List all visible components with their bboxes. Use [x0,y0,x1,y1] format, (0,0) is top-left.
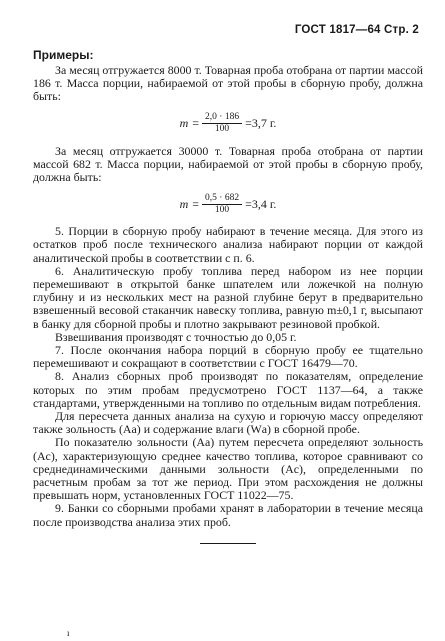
examples-title: Примеры: [33,48,94,62]
formula-1-numerator: 2,0 · 186 [202,112,242,124]
formula-1-denominator: 100 [214,124,230,135]
formula-2-denominator: 100 [214,204,230,215]
formula-2-fraction [202,193,242,216]
formula-1-result: =3,7 г. [245,116,277,131]
example-1-text: За месяц отгружается 8000 т. Товарная проба отобрана от партии массой 186 т. Масса порции, набираемой от этой пробы в сборную пробу, должна быть: [33,63,423,104]
formula-2-eq: = [192,196,200,211]
paragraph-6-weighing: Взвешивания производят с точностью до 0,05 г. [55,329,297,344]
paragraph-7: 7. После окончания набора порций в сборную пробу ее тщательно перемешивают и сокращают в соответствии с ГОСТ 16479—70. [33,343,423,371]
paragraph-8-ash: По показателю зольности (Aа) путем пересчета определяют зольность (Aс), характеризующую среднее качество топлива, которое сравнивают со среднединамическими данными зольности (Aс), определенными по расчетным пробам за тот же период. При этом расхождения не должны превышать норм, установленных ГОСТ 11022—75. [33,435,423,503]
formula-2-numerator: 0,5 · 682 [202,193,242,205]
formula-2 [33,189,423,219]
example-2-text: За месяц отгружается 30000 т. Товарная проба отобрана от партии массой 682 т. Масса порции, набираемой от этой пробы в сборную пробу, должна быть: [33,143,423,185]
paragraph-5: 5. Порции в сборную пробу набирают в течение месяца. Для этого из остатков проб после технического анализа набирают порции от каждой аналитической пробы в соответствии с п. 6. [33,224,423,265]
page-header: ГОСТ 1817—64 Стр. 2 [294,24,419,36]
formula-1-fraction [202,112,242,135]
formula-2-lhs: m [179,196,189,211]
paragraph-8: 8. Анализ сборных проб производят по показателям, определение которых по этим пробам предусмотрено ГОСТ 1137—64, а также стандартами, утвержденными на топливо по отдельным видам потребления. [33,369,423,410]
formula-1 [33,109,423,139]
formula-2-result: =3,4 г. [245,196,277,211]
footer-mark: ı [67,628,70,638]
paragraph-8-recalc: Для пересчета данных анализа на сухую и горючую массу определяют также зольность (Aа) и содержание влаги (Wа) в сборной пробе. [33,409,423,437]
formula-1-lhs: m [179,116,189,131]
closing-rule [200,543,256,544]
paragraph-9: 9. Банки со сборными пробами хранят в лаборатории в течение месяца после производства анализа этих проб. [33,501,423,529]
document-page [33,24,423,544]
formula-1-eq: = [192,116,200,131]
paragraph-6: 6. Аналитическую пробу топлива перед набором из нее порции перемешивают в открытой банке шпателем или ложечкой на полную глубину и из нескольких мест на разной глубине берут в предварительно взвешенный весовой стаканчик навеску топлива, равную m±0,1 г, высыпают в банку для сборной пробы и плотно закрывают резиновой пробкой. [33,263,423,331]
